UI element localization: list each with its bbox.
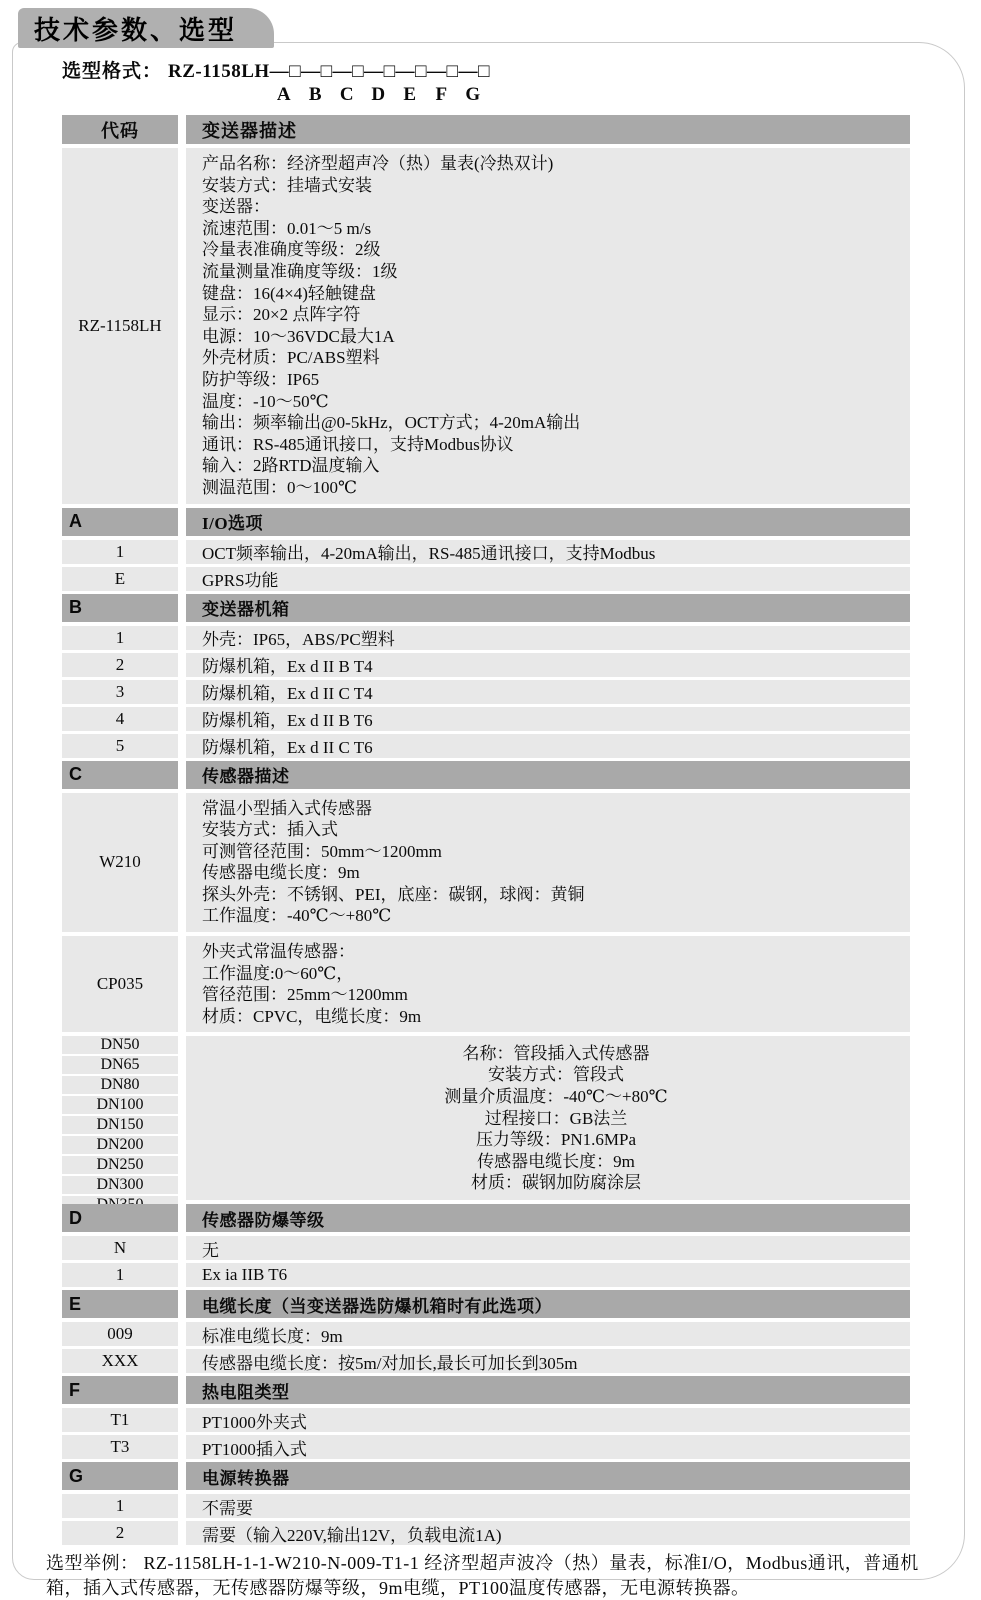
- format-letter: G: [465, 84, 481, 105]
- desc-cell: I/O选项: [186, 508, 910, 536]
- desc-line: 材质：碳钢加防腐涂层: [471, 1173, 641, 1193]
- section-row-D: [62, 1204, 910, 1232]
- desc-line: 工作温度:0～60℃，: [202, 963, 354, 983]
- desc-cell: PT1000外夹式: [186, 1408, 910, 1432]
- format-letter: F: [435, 84, 448, 105]
- desc-line: 安装方式：插入式: [202, 820, 338, 840]
- desc-line: 压力等级：PN1.6MPa: [475, 1130, 637, 1150]
- option-row: [62, 540, 910, 564]
- format-letter: B: [308, 84, 322, 105]
- code-cell: 1: [62, 1494, 178, 1518]
- desc-line: 材质：CPVC，电缆长度：9m: [202, 1006, 422, 1026]
- desc-line: 防护等级：IP65: [202, 369, 320, 389]
- desc-cell: [186, 148, 910, 504]
- code-cell: T3: [62, 1435, 178, 1459]
- option-row: [62, 653, 910, 677]
- section-row-G: [62, 1462, 910, 1490]
- desc-line: 探头外壳：不锈钢、PEI，底座：碳钢，球阀：黄铜: [202, 884, 585, 904]
- desc-cell: 标准电缆长度：9m: [186, 1322, 910, 1346]
- desc-cell: 外壳：IP65，ABS/PC塑料: [186, 626, 910, 650]
- code-cell: 3: [62, 680, 178, 704]
- code-cell: 1: [62, 540, 178, 564]
- format-label: 选型格式：: [62, 61, 163, 82]
- desc-line: 输出：频率输出@0-5kHz，OCT方式；4-20mA输出: [202, 413, 581, 433]
- card-content: [13, 43, 964, 1599]
- desc-line: 显示：20×2 点阵字符: [202, 305, 361, 325]
- desc-line: 电源：10～36VDC最大1A: [202, 326, 395, 346]
- desc-cell: [186, 793, 910, 933]
- spec-table: [62, 115, 910, 1545]
- desc-line: 管径范围：25mm～1200mm: [202, 985, 408, 1005]
- desc-cell: 不需要: [186, 1494, 910, 1518]
- option-row: [62, 734, 910, 758]
- desc-cell: 电源转换器: [186, 1462, 910, 1490]
- desc-cell: 传感器电缆长度：按5m/对加长,最长可加长到305m: [186, 1349, 910, 1373]
- desc-line: 冷量表准确度等级：2级: [202, 240, 381, 260]
- desc-cell: OCT频率输出，4-20mA输出，RS-485通讯接口，支持Modbus: [186, 540, 910, 564]
- option-row: [62, 680, 910, 704]
- group-code-cell: DN65: [62, 1056, 178, 1074]
- format-letter: E: [403, 84, 417, 105]
- tab-title: 技术参数、选型: [34, 14, 238, 45]
- desc-line: 工作温度：-40℃～+80℃: [202, 906, 392, 926]
- desc-cell: GPRS功能: [186, 567, 910, 591]
- desc-line: 安装方式：挂墙式安装: [202, 175, 372, 195]
- desc-cell: Ex ia IIB T6: [186, 1263, 910, 1287]
- group-code-stack: [62, 1036, 178, 1200]
- desc-line: 流量测量准确度等级：1级: [202, 261, 398, 281]
- desc-line: 常温小型插入式传感器: [202, 798, 372, 818]
- group-code-cell: DN300: [62, 1176, 178, 1194]
- desc-line: 可测管径范围：50mm～1200mm: [202, 841, 442, 861]
- option-row: [62, 567, 910, 591]
- format-letters: [268, 84, 964, 106]
- desc-line: 输入：2路RTD温度输入: [202, 456, 380, 476]
- code-cell: RZ-1158LH: [62, 148, 178, 504]
- desc-cell: [186, 936, 910, 1032]
- header-tab: [18, 8, 274, 48]
- desc-line: 变送器：: [202, 197, 270, 217]
- code-cell: E: [62, 1290, 178, 1318]
- option-row: [62, 1349, 910, 1373]
- desc-cell: 传感器描述: [186, 761, 910, 789]
- desc-line: 传感器电缆长度：9m: [477, 1151, 635, 1171]
- desc-header-cell: 变送器描述: [186, 115, 910, 144]
- desc-cell: 变送器机箱: [186, 594, 910, 622]
- format-letter: C: [339, 84, 354, 105]
- option-row: [62, 1322, 910, 1346]
- option-row: [62, 1408, 910, 1432]
- desc-line: 传感器电缆长度：9m: [202, 863, 360, 883]
- desc-line: 产品名称：经济型超声冷（热）量表(冷热双计): [202, 154, 554, 173]
- desc-cell: 热电阻类型: [186, 1376, 910, 1404]
- format-letter: D: [371, 84, 386, 105]
- table-header-row: [62, 115, 910, 144]
- code-cell: W210: [62, 793, 178, 933]
- code-cell: T1: [62, 1408, 178, 1432]
- desc-cell: 防爆机箱，Ex d II B T6: [186, 707, 910, 731]
- section-row-B: [62, 594, 910, 622]
- section-row-E: [62, 1290, 910, 1318]
- option-row: [62, 1521, 910, 1545]
- code-cell: XXX: [62, 1349, 178, 1373]
- desc-line: 流速范围：0.01～5 m/s: [202, 218, 372, 238]
- code-cell: 2: [62, 1521, 178, 1545]
- group-row: [62, 1036, 910, 1200]
- desc-cell: 电缆长度（当变送器选防爆机箱时有此选项）: [186, 1290, 910, 1318]
- example-text: 选型举例： RZ-1158LH-1-1-W210-N-009-T1-1 经济型超声波冷（热）量表，标准I/O，Modbus通讯，普通机箱，插入式传感器，无传感器防爆等级，9m电缆，PT100温度传感器，无电源转换器。: [46, 1553, 919, 1599]
- multi-row: [62, 793, 910, 933]
- code-cell: 5: [62, 734, 178, 758]
- desc-line: 安装方式：管段式: [488, 1065, 624, 1085]
- option-row: [62, 1435, 910, 1459]
- desc-line: 过程接口：GB法兰: [484, 1108, 628, 1128]
- desc-line: 测温范围：0～100℃: [202, 477, 358, 497]
- group-code-cell: DN250: [62, 1156, 178, 1174]
- code-cell: D: [62, 1204, 178, 1232]
- code-cell: 009: [62, 1322, 178, 1346]
- code-cell: CP035: [62, 936, 178, 1032]
- group-code-cell: DN200: [62, 1136, 178, 1154]
- desc-line: 外壳材质：PC/ABS塑料: [202, 348, 380, 368]
- desc-line: 键盘：16(4×4)轻触键盘: [202, 283, 376, 303]
- multi-row: [62, 148, 910, 504]
- option-row: [62, 707, 910, 731]
- code-cell: C: [62, 761, 178, 789]
- format-value: RZ-1158LH—□—□—□—□—□—□—□: [168, 61, 490, 82]
- code-cell: E: [62, 567, 178, 591]
- desc-cell: 需要（输入220V,输出12V，负载电流1A): [186, 1521, 910, 1545]
- code-cell: B: [62, 594, 178, 622]
- option-row: [62, 626, 910, 650]
- desc-line: 温度：-10～50℃: [202, 391, 329, 411]
- desc-line: 外夹式常温传感器：: [202, 942, 355, 962]
- code-cell: 1: [62, 626, 178, 650]
- code-cell: 4: [62, 707, 178, 731]
- desc-cell: PT1000插入式: [186, 1435, 910, 1459]
- code-cell: 2: [62, 653, 178, 677]
- code-header-cell: 代码: [62, 115, 178, 144]
- group-code-cell: DN100: [62, 1096, 178, 1114]
- desc-cell: 防爆机箱，Ex d II B T4: [186, 653, 910, 677]
- option-row: [62, 1494, 910, 1518]
- section-row-A: [62, 508, 910, 536]
- desc-line: 通讯：RS-485通讯接口，支持Modbus协议: [202, 434, 514, 454]
- option-row: [62, 1263, 910, 1287]
- format-letter: A: [276, 84, 291, 105]
- desc-cell: 防爆机箱，Ex d II C T6: [186, 734, 910, 758]
- code-cell: 1: [62, 1263, 178, 1287]
- option-row: [62, 1236, 910, 1260]
- multi-row: [62, 936, 910, 1032]
- content-card: [12, 42, 965, 1599]
- desc-cell: [186, 1036, 910, 1200]
- group-code-cell: DN80: [62, 1076, 178, 1094]
- code-cell: N: [62, 1236, 178, 1260]
- code-cell: F: [62, 1376, 178, 1404]
- desc-cell: 传感器防爆等级: [186, 1204, 910, 1232]
- code-cell: G: [62, 1462, 178, 1490]
- desc-cell: 防爆机箱，Ex d II C T4: [186, 680, 910, 704]
- desc-line: 名称：管段插入式传感器: [462, 1043, 650, 1063]
- desc-line: 测量介质温度：-40℃～+80℃: [444, 1087, 668, 1107]
- code-cell: A: [62, 508, 178, 536]
- format-line: [62, 56, 964, 83]
- section-row-F: [62, 1376, 910, 1404]
- section-row-C: [62, 761, 910, 789]
- group-code-cell: DN150: [62, 1116, 178, 1134]
- group-code-cell: DN50: [62, 1036, 178, 1054]
- table-body: [62, 148, 910, 1545]
- desc-cell: 无: [186, 1236, 910, 1260]
